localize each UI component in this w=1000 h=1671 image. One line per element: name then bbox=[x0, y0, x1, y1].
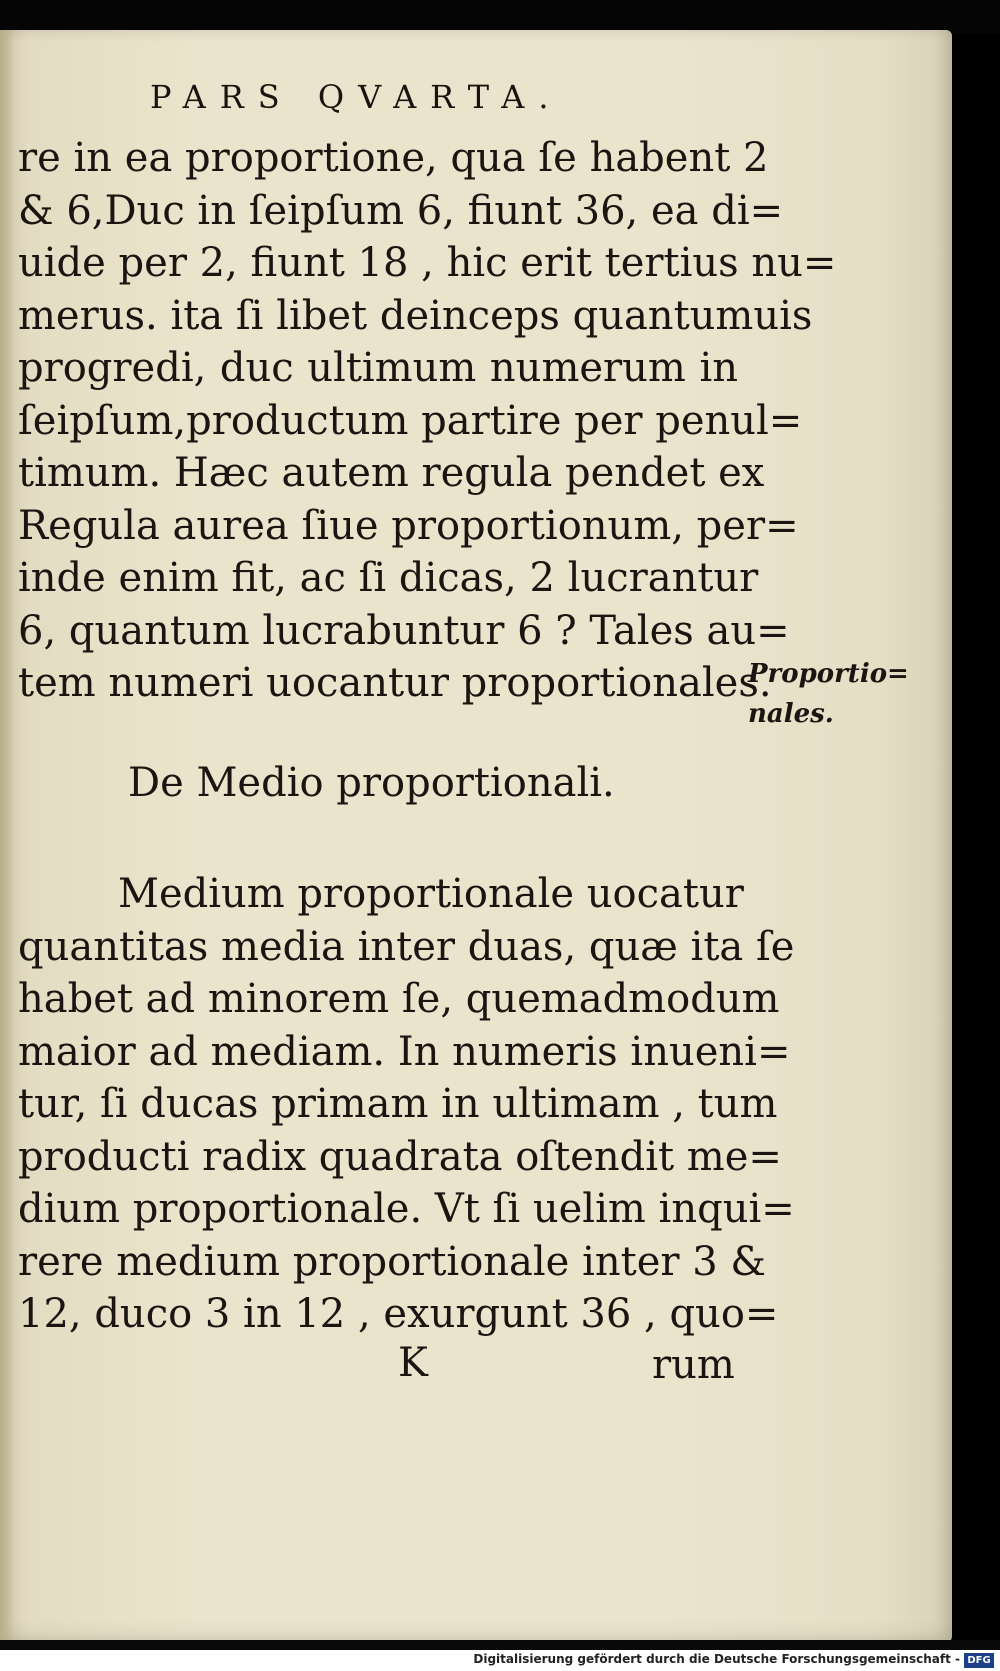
section-heading: De Medio proportionali. bbox=[128, 760, 615, 806]
text-line: tur, ſi ducas primam in ultimam , tum bbox=[18, 1081, 778, 1127]
marginal-note-line: Proportio= bbox=[748, 659, 909, 689]
text-line: Regula aurea ſiue proportionum, per= bbox=[18, 502, 799, 549]
text-line: habet ad minorem ſe, quemadmodum bbox=[18, 976, 780, 1022]
page-gutter-shadow bbox=[0, 30, 14, 1644]
footer-credit-text: Digitalisierung gefördert durch die Deutsche Forschungsgemeinschaft - bbox=[473, 1652, 960, 1666]
text-line: re in ea proportione, qua ſe habent 2 bbox=[18, 135, 769, 181]
text-line: quantitas media inter duas, quæ ita ſe bbox=[18, 923, 795, 970]
scan-border-top bbox=[0, 0, 1000, 34]
text-line: uide per 2, fiunt 18 , hic erit tertius nu= bbox=[18, 240, 837, 286]
text-line: dium proportionale. Vt ſi uelim inqui= bbox=[18, 1186, 795, 1232]
digitization-footer bbox=[0, 1650, 1000, 1671]
text-line: ſeipſum,productum partire per penul= bbox=[18, 397, 803, 444]
text-line: tem numeri uocantur proportionales. bbox=[18, 660, 772, 706]
paragraph-2 bbox=[18, 868, 795, 1341]
running-head: PARS QVARTA. bbox=[150, 78, 563, 116]
text-line: producti radix quadrata oſtendit me= bbox=[18, 1133, 782, 1180]
text-line: inde enim fit, ac ſi dicas, 2 lucrantur bbox=[18, 555, 759, 601]
scan-border-bottom bbox=[0, 1640, 1000, 1650]
marginal-note bbox=[748, 654, 909, 734]
text-line: timum. Hæc autem regula pendet ex bbox=[18, 450, 765, 496]
text-line: rere medium proportionale inter 3 & bbox=[18, 1238, 766, 1285]
text-line: 12, duco 3 in 12 , exurgunt 36 , quo= bbox=[18, 1291, 779, 1337]
signature-mark: K bbox=[398, 1340, 428, 1386]
paragraph-1 bbox=[18, 132, 837, 710]
marginal-note-line: nales. bbox=[748, 699, 834, 729]
catchword: rum bbox=[652, 1342, 735, 1388]
text-line: progredi, duc ultimum numerum in bbox=[18, 345, 738, 391]
dfg-logo-icon: DFG bbox=[964, 1653, 994, 1668]
text-line: maior ad mediam. In numeris inueni= bbox=[18, 1028, 791, 1075]
text-line: merus. ita ſi libet deinceps quantumuis bbox=[18, 292, 813, 339]
text-line: & 6,Duc in ſeipſum 6, fiunt 36, ea di= bbox=[18, 187, 784, 234]
text-line: Medium proportionale uocatur bbox=[118, 871, 744, 917]
text-line: 6, quantum lucrabuntur 6 ? Tales au= bbox=[18, 607, 790, 654]
